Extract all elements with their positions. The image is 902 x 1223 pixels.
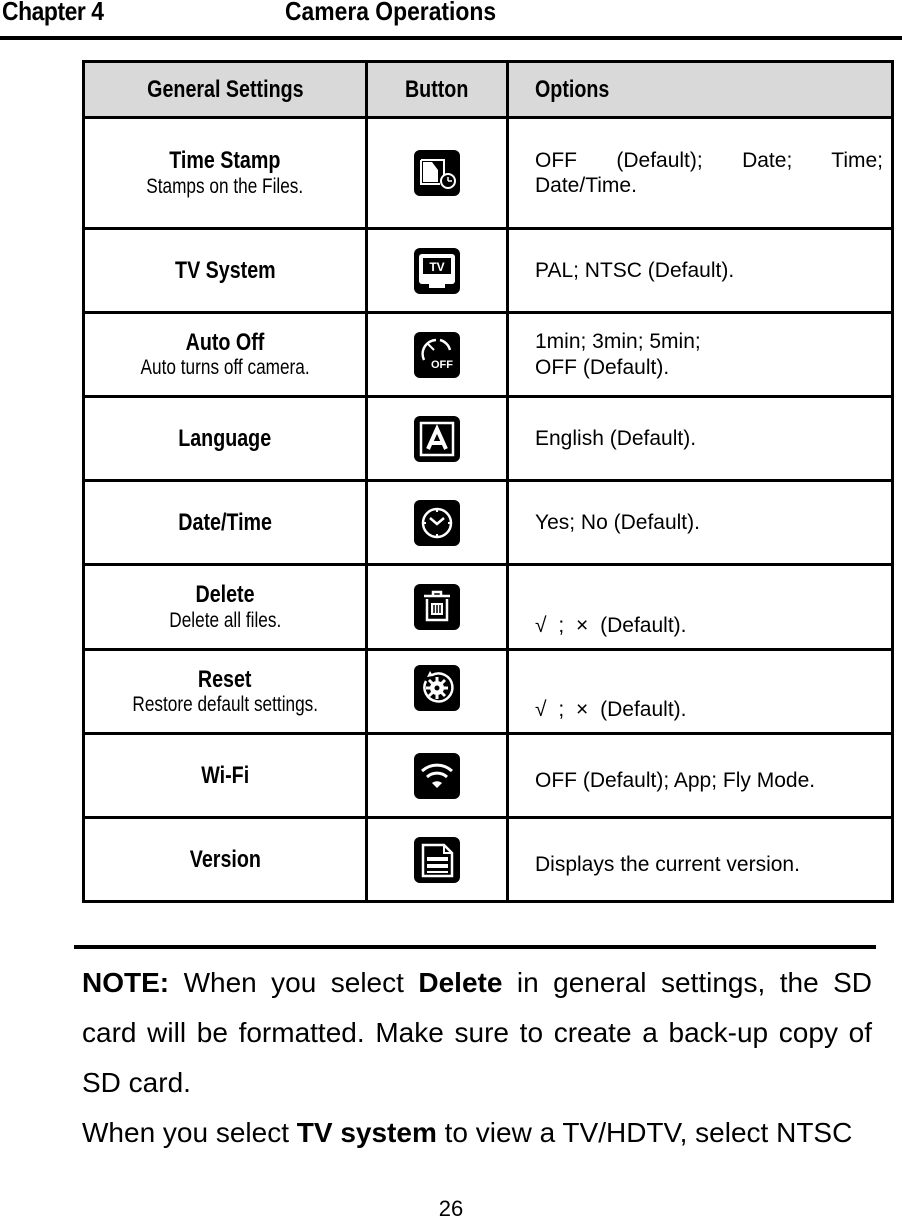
setting-cell <box>84 734 367 818</box>
chapter-header <box>0 0 902 40</box>
button-cell <box>367 313 508 397</box>
svg-text:OFF: OFF <box>431 358 453 371</box>
tv-icon <box>414 248 460 294</box>
table-header-row <box>84 62 893 118</box>
trash-icon <box>414 584 460 630</box>
column-header-options: Options <box>508 62 893 118</box>
table-row <box>84 734 893 818</box>
note-paragraph-1: NOTE: When you select Delete in general settings, the SD card will be formatted. Make sure to create a back-up copy of SD card. <box>82 967 872 1098</box>
page-number: 26 <box>438 1196 464 1221</box>
table-row <box>84 650 893 734</box>
setting-name: Version <box>189 845 261 873</box>
button-cell <box>367 229 508 313</box>
table-row <box>84 397 893 481</box>
button-cell <box>367 118 508 229</box>
options-cell <box>508 481 893 565</box>
timestamp-icon <box>414 150 460 196</box>
setting-name: Wi-Fi <box>201 761 249 789</box>
options-cell <box>508 565 893 650</box>
options-cell <box>508 397 893 481</box>
setting-name: Delete <box>195 581 255 609</box>
options-text: √ ; × (Default). <box>535 613 687 637</box>
setting-desc: Auto turns off camera. <box>140 356 310 380</box>
document-icon <box>414 837 460 883</box>
options-text: Yes; No (Default). <box>535 510 700 534</box>
setting-desc: Stamps on the Files. <box>146 174 304 198</box>
options-text: OFF (Default); App; Fly Mode. <box>535 768 816 792</box>
svg-text:TV: TV <box>429 259 445 274</box>
note-paragraph-2: When you select TV system to view a TV/HDTV, select NTSC <box>82 1117 853 1148</box>
chapter-number: Chapter 4 <box>2 0 104 26</box>
general-settings-table <box>82 60 894 903</box>
column-header-general-settings: General Settings <box>84 62 367 118</box>
note-divider <box>74 945 876 949</box>
chapter-title: Camera Operations <box>285 0 497 26</box>
note-section <box>82 958 872 1158</box>
options-cell <box>508 313 893 397</box>
wifi-icon <box>414 753 460 799</box>
clock-icon <box>414 500 460 546</box>
reset-gear-icon <box>414 665 460 711</box>
setting-cell <box>84 397 367 481</box>
table-row <box>84 313 893 397</box>
options-text: OFF (Default); Date; Time; Date/Time. <box>535 148 883 197</box>
options-text: English (Default). <box>535 426 697 450</box>
note-emphasis-delete: Delete <box>418 967 503 998</box>
button-cell <box>367 397 508 481</box>
options-cell <box>508 118 893 229</box>
options-text: √ ; × (Default). <box>535 697 687 721</box>
setting-name: Date/Time <box>178 508 272 536</box>
button-cell <box>367 565 508 650</box>
options-text-line1: 1min; 3min; 5min; <box>535 330 701 354</box>
setting-name: Auto Off <box>185 328 265 356</box>
setting-name: Language <box>178 424 272 452</box>
setting-name: Time Stamp <box>169 147 281 175</box>
button-cell <box>367 650 508 734</box>
auto-off-icon <box>414 332 460 378</box>
table-row <box>84 565 893 650</box>
table-row <box>84 481 893 565</box>
setting-cell <box>84 118 367 229</box>
options-text-line2: OFF (Default). <box>535 355 670 379</box>
button-cell <box>367 481 508 565</box>
column-header-button: Button <box>367 62 508 118</box>
setting-cell <box>84 650 367 734</box>
setting-desc: Delete all files. <box>169 608 281 632</box>
setting-cell <box>84 481 367 565</box>
setting-name: Reset <box>198 665 252 693</box>
setting-cell <box>84 565 367 650</box>
setting-cell <box>84 229 367 313</box>
note-emphasis-tv-system: TV system <box>296 1117 437 1148</box>
setting-cell <box>84 818 367 902</box>
button-cell <box>367 818 508 902</box>
button-cell <box>367 734 508 818</box>
options-text: Displays the current version. <box>535 852 800 876</box>
options-cell <box>508 734 893 818</box>
language-icon <box>414 416 460 462</box>
note-label: NOTE: <box>82 967 170 998</box>
setting-desc: Restore default settings. <box>132 693 318 717</box>
options-cell <box>508 229 893 313</box>
options-cell <box>508 650 893 734</box>
setting-name: TV System <box>174 256 276 284</box>
options-cell <box>508 818 893 902</box>
setting-cell <box>84 313 367 397</box>
table-row <box>84 118 893 229</box>
options-text: PAL; NTSC (Default). <box>535 258 735 282</box>
table-row <box>84 818 893 902</box>
table-row <box>84 229 893 313</box>
